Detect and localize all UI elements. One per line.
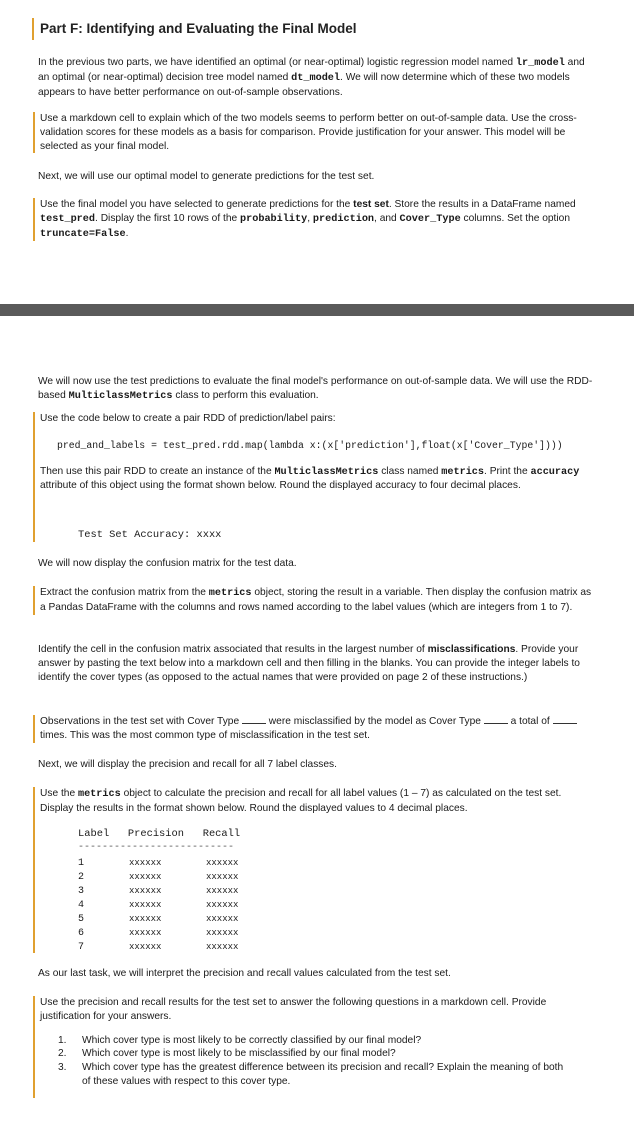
code-cover-type: Cover_Type bbox=[399, 213, 461, 225]
cell-recall: xxxxxx bbox=[206, 900, 239, 910]
page-divider bbox=[0, 304, 634, 316]
code-metrics: metrics bbox=[208, 588, 252, 599]
item-number: 3. bbox=[58, 1062, 67, 1074]
cell-precision: xxxxxx bbox=[129, 900, 162, 910]
cell-label: 3 bbox=[78, 886, 85, 897]
text: , bbox=[307, 212, 313, 224]
blank-field bbox=[484, 723, 508, 724]
code-accuracy: accuracy bbox=[530, 466, 580, 478]
text: and an optimal (or near-optimal) decision tree model named bbox=[38, 57, 585, 83]
text: Then use this pair RDD to create an instance of the bbox=[40, 465, 275, 477]
code-metrics: metrics bbox=[77, 789, 121, 800]
code-probability: probability bbox=[239, 213, 308, 225]
page-title: Part F: Identifying and Evaluating the Final Model bbox=[32, 18, 357, 40]
text: . Display the first 10 rows of the bbox=[95, 212, 240, 224]
code-dt-model: dt_model bbox=[291, 72, 341, 84]
text: We will now use the test predictions to evaluate the final model's performance on out-of-sample data. We will use the RDD-based bbox=[38, 376, 593, 401]
cell-recall: xxxxxx bbox=[206, 872, 239, 882]
cell-label: 4 bbox=[78, 900, 85, 911]
table-row bbox=[78, 900, 238, 911]
task-box-test-pred bbox=[33, 198, 595, 241]
cell-recall: xxxxxx bbox=[206, 914, 239, 924]
instruction-text: Use the precision and recall results for the test set to answer the following questions in a markdown cell. Provide justification for your answers. bbox=[40, 997, 547, 1022]
blank-field bbox=[553, 723, 577, 724]
bold-misclassifications: misclassifications bbox=[427, 644, 516, 655]
text: Use the final model you have selected to generate predictions for the bbox=[40, 199, 354, 210]
cell-label: 6 bbox=[78, 928, 85, 939]
code-multiclassmetrics: MulticlassMetrics bbox=[68, 390, 173, 402]
text: . bbox=[125, 227, 129, 239]
item-text: Which cover type has the greatest difference between its precision and recall? Explain the meaning of both of these values with respect to this cover type. bbox=[82, 1062, 564, 1087]
task-box-questions bbox=[33, 996, 595, 1098]
code-metrics: metrics bbox=[441, 466, 485, 478]
paragraph-confusion-matrix: We will now display the confusion matrix for the test data. bbox=[38, 558, 297, 569]
cell-recall: xxxxxx bbox=[206, 928, 239, 938]
text: . Provide your answer by pasting the text below into a markdown cell and then filling in the blanks. You can provide the integer labels to identify the cover types (as opposed to the actual names that were provided on page 2 of these instructions.) bbox=[38, 644, 580, 683]
code-truncate: truncate=False bbox=[40, 228, 126, 240]
cell-precision: xxxxxx bbox=[129, 872, 162, 882]
cell-label: 1 bbox=[78, 858, 85, 869]
code-pred-and-labels: pred_and_labels = test_pred.rdd.map(lambda x:(x['prediction'],float(x['Cover_Type']))) bbox=[57, 439, 563, 451]
cell-label: 5 bbox=[78, 914, 85, 925]
paragraph-last-task: As our last task, we will interpret the precision and recall values calculated from the test set. bbox=[38, 968, 451, 979]
bold-test-set: test set bbox=[353, 199, 389, 210]
text: . Store the results in a DataFrame named bbox=[388, 199, 576, 210]
text: a total of bbox=[507, 716, 553, 727]
text: class to perform this evaluation. bbox=[172, 389, 319, 401]
table-rule: -------------------------- bbox=[78, 842, 235, 853]
table-row bbox=[78, 886, 238, 897]
instruction-text bbox=[40, 465, 595, 494]
text: attribute of this object using the format shown below. Round the displayed accuracy to four decimal places. bbox=[40, 480, 521, 492]
cell-precision: xxxxxx bbox=[129, 858, 162, 868]
cell-precision: xxxxxx bbox=[129, 942, 162, 952]
table-row bbox=[78, 942, 238, 953]
text: . We will now determine which of these two models appears to have better performance on out-of-sample observations. bbox=[38, 71, 570, 98]
item-text: Which cover type is most likely to be correctly classified by our final model? bbox=[82, 1034, 422, 1046]
text: Extract the confusion matrix from the bbox=[40, 587, 209, 598]
table-row bbox=[78, 914, 238, 925]
table-header: Label Precision Recall bbox=[78, 828, 241, 840]
cell-recall: xxxxxx bbox=[206, 858, 239, 868]
table-row bbox=[78, 928, 238, 939]
list-item bbox=[40, 1034, 595, 1048]
cell-recall: xxxxxx bbox=[206, 942, 239, 952]
code-lr-model: lr_model bbox=[515, 58, 565, 69]
paragraph-misclassification bbox=[38, 643, 583, 684]
task-box-compare-models: Use a markdown cell to explain which of the two models seems to perform better on out-of-sample data. Use the cross-validation scores for these models as a basis for comparison. Provide justification for your answer. This model will be selected as your final model. bbox=[33, 112, 595, 153]
text: . Print the bbox=[484, 465, 531, 477]
text: In the previous two parts, we have identified an optimal (or near-optimal) logistic regression model named bbox=[38, 57, 516, 68]
text: object to calculate the precision and recall for all label values (1 – 7) as calculated on the test set. Display the results in the format shown below. Round the displayed values to 4 decimal places. bbox=[40, 788, 562, 814]
task-box-fill-blanks bbox=[33, 715, 595, 743]
intro-paragraph bbox=[38, 56, 598, 99]
text: , and bbox=[374, 212, 400, 224]
cell-label: 2 bbox=[78, 872, 85, 883]
paragraph-precision-recall: Next, we will display the precision and recall for all 7 label classes. bbox=[38, 759, 337, 770]
blank-field bbox=[242, 723, 266, 724]
task-box-confusion-matrix bbox=[33, 586, 595, 615]
text: columns. Set the option bbox=[460, 212, 570, 224]
paragraph-evaluation bbox=[38, 375, 598, 404]
text: Identify the cell in the confusion matrix associated that results in the largest number of bbox=[38, 644, 428, 655]
item-text: Which cover type is most likely to be misclassified by our final model? bbox=[82, 1048, 396, 1060]
text: class named bbox=[378, 465, 442, 477]
cell-label: 7 bbox=[78, 942, 85, 953]
item-number: 1. bbox=[58, 1034, 67, 1046]
item-number: 2. bbox=[58, 1048, 67, 1060]
table-row bbox=[78, 858, 238, 869]
code-test-pred: test_pred bbox=[40, 213, 96, 225]
list-item bbox=[40, 1047, 595, 1061]
table-row bbox=[78, 872, 238, 883]
code-prediction: prediction bbox=[312, 213, 375, 225]
sample-accuracy-output: Test Set Accuracy: xxxx bbox=[78, 529, 222, 541]
code-multiclassmetrics: MulticlassMetrics bbox=[274, 466, 379, 478]
cell-precision: xxxxxx bbox=[129, 928, 162, 938]
cell-precision: xxxxxx bbox=[129, 914, 162, 924]
text: were misclassified by the model as Cover Type bbox=[265, 716, 484, 727]
instruction-text: Use the code below to create a pair RDD of prediction/label pairs: bbox=[40, 413, 336, 424]
text: Use the bbox=[40, 788, 78, 799]
cell-recall: xxxxxx bbox=[206, 886, 239, 896]
text: times. This was the most common type of misclassification in the test set. bbox=[40, 729, 370, 741]
list-item bbox=[40, 1061, 595, 1089]
task-box-metrics bbox=[33, 412, 595, 542]
paragraph-predictions: Next, we will use our optimal model to generate predictions for the test set. bbox=[38, 171, 375, 182]
cell-precision: xxxxxx bbox=[129, 886, 162, 896]
text: object, storing the result in a variable. Then display the confusion matrix as a Pandas DataFrame with the columns and rows named according to the label values (which are integers from 1 to 7). bbox=[40, 587, 592, 613]
text: Observations in the test set with Cover Type bbox=[40, 716, 242, 727]
question-list bbox=[40, 1034, 595, 1089]
